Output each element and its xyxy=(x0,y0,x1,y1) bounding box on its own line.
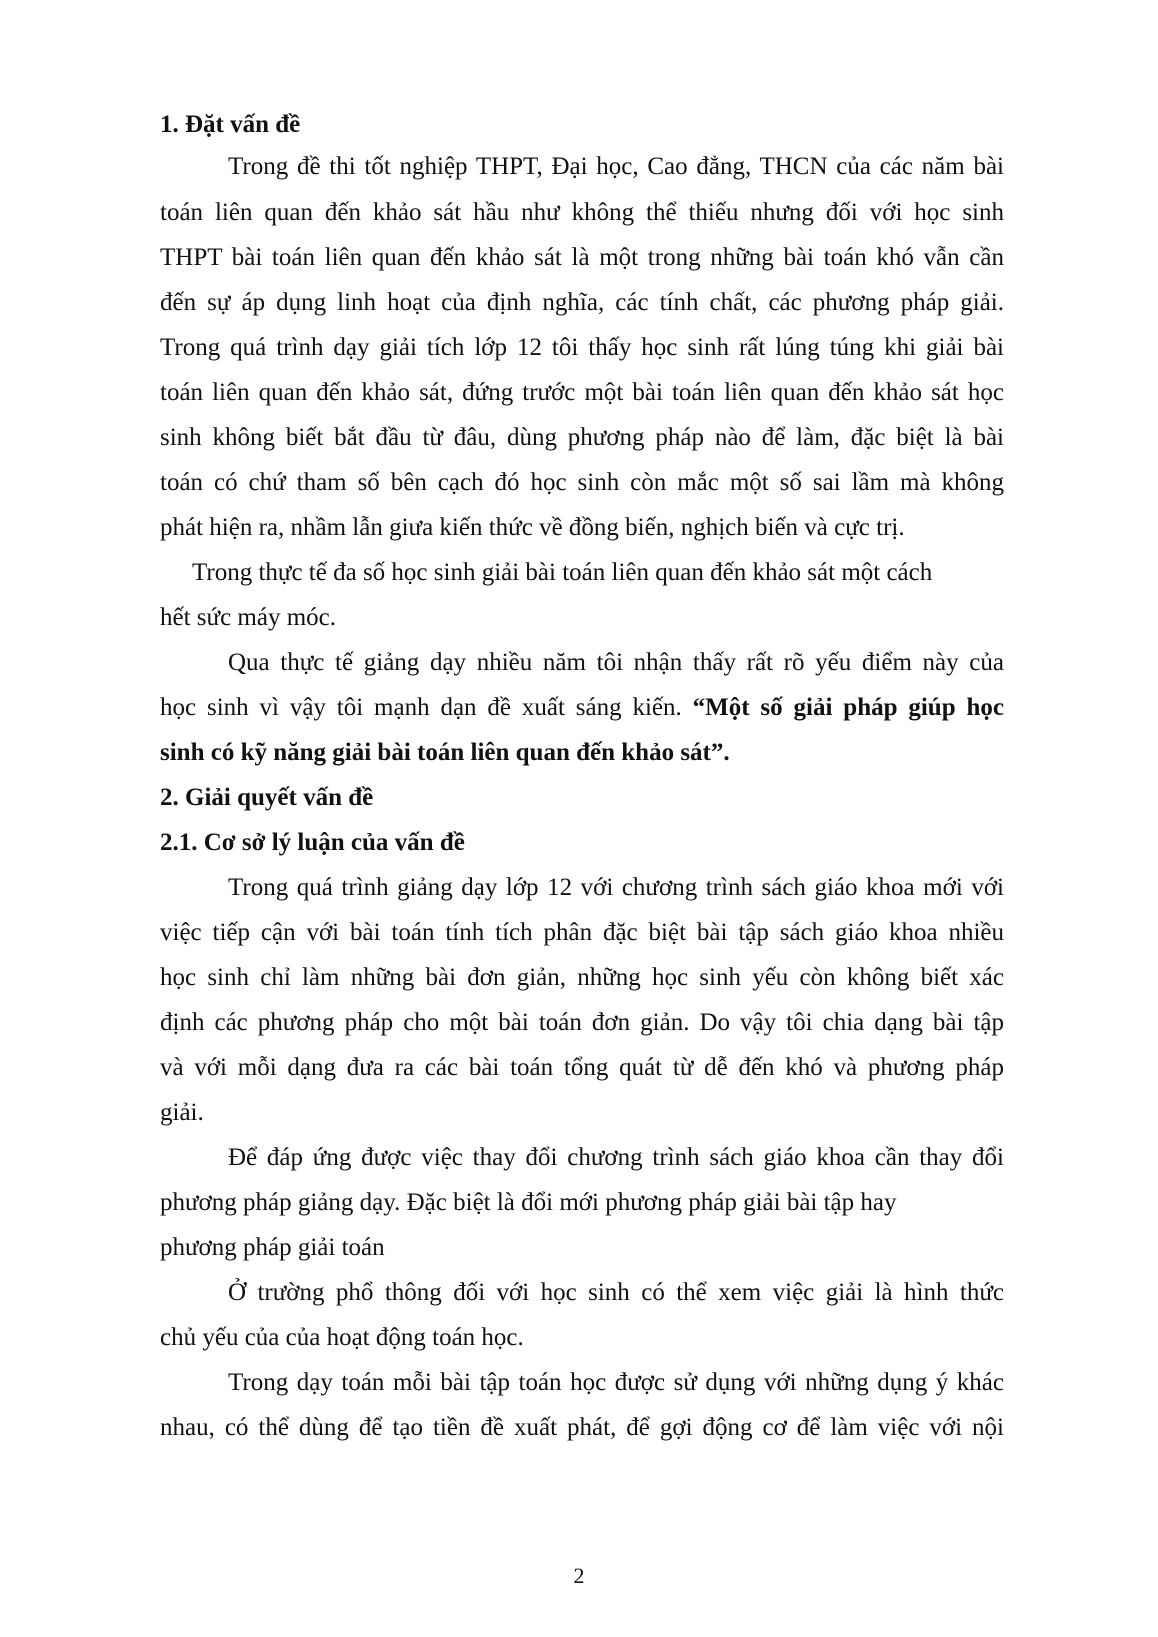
section-heading-1: 1. Đặt vấn đề xyxy=(160,111,301,138)
paragraph-line: hết sức máy móc. xyxy=(160,604,337,631)
page-number: 2 xyxy=(573,1563,585,1588)
paragraph-line: Trong quá trình giảng dạy lớp 12 với chương trình sách giáo khoa mới với xyxy=(228,874,1004,901)
paragraph-line: và với mỗi dạng đưa ra các bài toán tổng quát từ dễ đến khó và phương pháp xyxy=(160,1054,1004,1081)
paragraph-line: nhau, có thể dùng để tạo tiền đề xuất phát, để gợi động cơ để làm việc với nội xyxy=(160,1414,1004,1441)
paragraph-line: phương pháp giảng dạy. Đặc biệt là đổi mới phương pháp giải bài tập hay xyxy=(160,1189,897,1216)
paragraph-line: phát hiện ra, nhầm lẫn giưa kiến thức về đồng biến, nghịch biến và cực trị. xyxy=(160,514,905,541)
paragraph-line: toán liên quan đến khảo sát hầu như không thể thiếu nhưng đối với học sinh xyxy=(160,199,1004,226)
paragraph-line: Ở trường phổ thông đối với học sinh có thể xem việc giải là hình thức xyxy=(228,1279,1004,1306)
initiative-title-part1: “Một số giải pháp giúp học xyxy=(692,694,1004,721)
paragraph-line: toán liên quan đến khảo sát, đứng trước một bài toán liên quan đến khảo sát học xyxy=(160,379,1004,406)
paragraph-line: Trong đề thi tốt nghiệp THPT, Đại học, Cao đẳng, THCN của các năm bài xyxy=(228,153,1004,180)
paragraph-line: Trong dạy toán mỗi bài tập toán học được sử dụng với những dụng ý khác xyxy=(228,1369,1004,1396)
paragraph-line xyxy=(160,693,1004,723)
paragraph-line: chủ yếu của của hoạt động toán học. xyxy=(160,1324,524,1351)
paragraph-text: học sinh vì vậy tôi mạnh dạn đề xuất sáng kiến. xyxy=(160,694,693,721)
paragraph-line: định các phương pháp cho một bài toán đơn giản. Do vậy tôi chia dạng bài tập xyxy=(160,1009,1004,1036)
paragraph-line: THPT bài toán liên quan đến khảo sát là một trong những bài toán khó vẫn cần xyxy=(160,244,1004,271)
paragraph-line: việc tiếp cận với bài toán tính tích phân đặc biệt bài tập sách giáo khoa nhiều xyxy=(160,919,1004,946)
paragraph-line: sinh không biết bắt đầu từ đâu, dùng phương pháp nào để làm, đặc biệt là bài xyxy=(160,424,1004,451)
paragraph-line: Để đáp ứng được việc thay đổi chương trình sách giáo khoa cần thay đổi xyxy=(228,1144,1004,1171)
paragraph-line: Trong thực tế đa số học sinh giải bài toán liên quan đến khảo sát một cách xyxy=(192,559,933,586)
paragraph-line: đến sự áp dụng linh hoạt của định nghĩa, các tính chất, các phương pháp giải. xyxy=(160,289,1004,316)
paragraph-line: phương pháp giải toán xyxy=(160,1234,385,1261)
paragraph-line: Qua thực tế giảng dạy nhiều năm tôi nhận thấy rất rõ yếu điểm này của xyxy=(228,649,1004,676)
section-heading-2: 2. Giải quyết vấn đề xyxy=(160,784,374,811)
paragraph-line: Trong quá trình dạy giải tích lớp 12 tôi thấy học sinh rất lúng túng khi giải bài xyxy=(160,334,1004,361)
paragraph-line: giải. xyxy=(160,1099,204,1126)
section-heading-2-1: 2.1. Cơ sở lý luận của vấn đề xyxy=(160,829,465,856)
initiative-title-part2: sinh có kỹ năng giải bài toán liên quan đến khảo sát”. xyxy=(160,739,730,766)
paragraph-line: học sinh chỉ làm những bài đơn giản, những học sinh yếu còn không biết xác xyxy=(160,964,1004,991)
paragraph-line: toán có chứ tham số bên cạch đó học sinh còn mắc một số sai lầm mà không xyxy=(160,469,1004,496)
